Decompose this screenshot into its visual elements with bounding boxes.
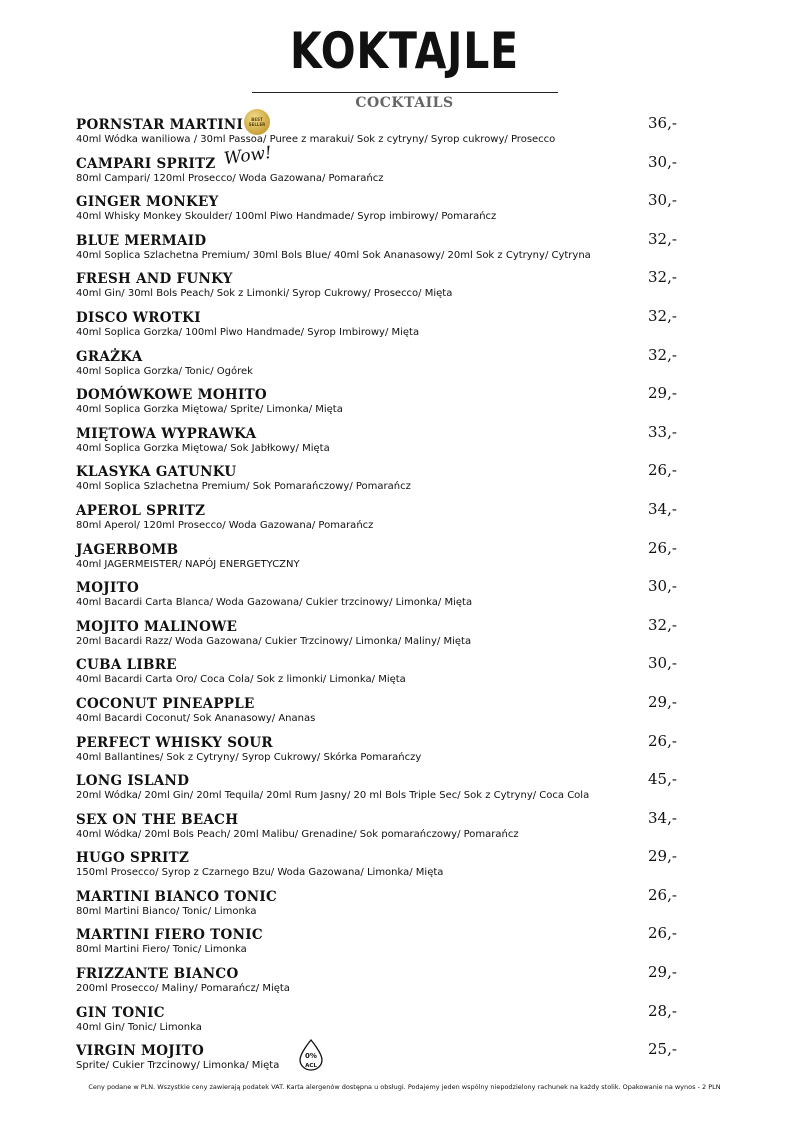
item-price: 30,- — [648, 152, 677, 171]
cocktail-list — [76, 113, 716, 1078]
menu-item — [76, 267, 716, 306]
menu-item — [76, 576, 716, 615]
item-name: APEROL SPRITZ — [76, 502, 206, 519]
item-description: 80ml Aperol/ 120ml Prosecco/ Woda Gazowana/ Pomarańcz — [76, 519, 374, 531]
item-description: 20ml Wódka/ 20ml Gin/ 20ml Tequila/ 20ml Rum Jasny/ 20 ml Bols Triple Sec/ Sok z Cytryny/ Coca Cola — [76, 790, 590, 802]
item-description: Sprite/ Cukier Trzcinowy/ Limonka/ Mięta — [76, 1060, 280, 1072]
item-name: MARTINI FIERO TONIC — [76, 927, 263, 944]
item-price: 29,- — [648, 847, 677, 866]
item-name: MOJITO — [76, 580, 140, 597]
item-description: 150ml Prosecco/ Syrop z Czarnego Bzu/ Woda Gazowana/ Limonka/ Mięta — [76, 867, 444, 879]
item-description: 40ml Soplica Szlachetna Premium/ Sok Pomarańczowy/ Pomarańcz — [76, 481, 411, 493]
menu-item — [76, 731, 716, 770]
menu-item — [76, 499, 716, 538]
item-price: 33,- — [648, 422, 677, 441]
item-price: 34,- — [648, 499, 677, 518]
item-price: 32,- — [648, 615, 677, 634]
item-description: 40ml Ballantines/ Sok z Cytryny/ Syrop Cukrowy/ Skórka Pomarańczy — [76, 751, 422, 763]
item-description: 40ml Gin/ Tonic/ Limonka — [76, 1021, 202, 1033]
item-description: 40ml Bacardi Carta Blanca/ Woda Gazowana/ Cukier trzcinowy/ Limonka/ Mięta — [76, 597, 473, 609]
item-name: BLUE MERMAID — [76, 232, 207, 249]
item-price: 29,- — [648, 384, 677, 403]
item-price: 32,- — [648, 229, 677, 248]
item-name: FRIZZANTE BIANCO — [76, 966, 239, 983]
menu-item — [76, 113, 716, 152]
item-description: 40ml Soplica Gorzka/ 100ml Piwo Handmade/ Syrop Imbirowy/ Mięta — [76, 326, 420, 338]
item-price: 29,- — [648, 963, 677, 982]
item-name: GINGER MONKEY — [76, 194, 219, 211]
item-name: CUBA LIBRE — [76, 657, 177, 674]
svg-text:0%: 0% — [305, 1052, 317, 1061]
menu-item — [76, 962, 716, 1001]
menu-item — [76, 460, 716, 499]
item-price: 26,- — [648, 885, 677, 904]
item-price: 30,- — [648, 654, 677, 673]
item-name: MIĘTOWA WYPRAWKA — [76, 425, 257, 442]
item-description: 40ml Wódka/ 20ml Bols Peach/ 20ml Malibu/ Grenadine/ Sok pomarańczowy/ Pomarańcz — [76, 828, 519, 840]
menu-item — [76, 808, 716, 847]
item-name: DISCO WROTKI — [76, 309, 201, 326]
menu-item — [76, 538, 716, 577]
menu-item — [76, 383, 716, 422]
item-name: DOMÓWKOWE MOHITO — [76, 387, 267, 404]
item-description: 80ml Campari/ 120ml Prosecco/ Woda Gazowana/ Pomarańcz — [76, 172, 384, 184]
item-price: 26,- — [648, 924, 677, 943]
item-price: 30,- — [648, 191, 677, 210]
menu-item — [76, 653, 716, 692]
menu-item — [76, 142, 716, 191]
menu-item — [76, 229, 716, 268]
wow-sticker: Wow! — [222, 142, 274, 169]
menu-item — [76, 1039, 716, 1078]
brand-title: KOKTAJLE — [289, 22, 520, 80]
item-name: MOJITO MALINOWE — [76, 618, 238, 635]
item-description: 200ml Prosecco/ Maliny/ Pomarańcz/ Mięta — [76, 983, 290, 995]
menu-item — [76, 692, 716, 731]
best-seller-badge-icon: BEST SELLER — [244, 109, 270, 135]
item-name: MARTINI BIANCO TONIC — [76, 888, 278, 905]
item-price: 26,- — [648, 538, 677, 557]
item-description: 80ml Martini Bianco/ Tonic/ Limonka — [76, 905, 257, 917]
menu-item — [76, 885, 716, 924]
item-price: 25,- — [648, 1040, 677, 1059]
item-name: FRESH AND FUNKY — [76, 271, 233, 288]
menu-item — [76, 345, 716, 384]
item-name: JAGERBOMB — [76, 541, 179, 558]
menu-item — [76, 615, 716, 654]
section-subtitle: COCKTAILS — [355, 95, 454, 111]
item-description: 80ml Martini Fiero/ Tonic/ Limonka — [76, 944, 247, 956]
item-price: 45,- — [648, 770, 677, 789]
item-description: 40ml Bacardi Carta Oro/ Coca Cola/ Sok z limonki/ Limonka/ Mięta — [76, 674, 406, 686]
item-name: GRAŻKA — [76, 348, 143, 365]
item-price: 28,- — [648, 1001, 677, 1020]
item-price: 29,- — [648, 692, 677, 711]
menu-item — [76, 190, 716, 229]
item-name: PORNSTAR MARTINI — [76, 117, 244, 133]
menu-item — [76, 1001, 716, 1040]
item-name: KLASYKA GATUNKU — [76, 464, 237, 481]
item-description: 40ml Soplica Gorzka/ Tonic/ Ogórek — [76, 365, 253, 377]
menu-item — [76, 422, 716, 461]
menu-item — [76, 306, 716, 345]
menu-item — [76, 923, 716, 962]
svg-text:ACL: ACL — [305, 1063, 317, 1070]
menu-item — [76, 769, 716, 808]
item-name: COCONUT PINEAPPLE — [76, 695, 255, 712]
item-name: LONG ISLAND — [76, 773, 190, 790]
item-price: 34,- — [648, 808, 677, 827]
item-price: 36,- — [648, 114, 677, 132]
item-price: 32,- — [648, 268, 677, 287]
item-description: 40ml Wódka waniliowa / 30ml Passoa/ Puree z marakui/ Sok z cytryny/ Syrop cukrowy/ Prosecco — [76, 134, 556, 145]
item-name: HUGO SPRITZ — [76, 850, 190, 867]
item-description: 40ml Soplica Szlachetna Premium/ 30ml Bols Blue/ 40ml Sok Ananasowy/ 20ml Sok z Cytryny/ Cytryna — [76, 249, 591, 261]
item-price: 30,- — [648, 577, 677, 596]
item-description: 40ml Whisky Monkey Skoulder/ 100ml Piwo Handmade/ Syrop imbirowy/ Pomarańcz — [76, 211, 497, 223]
header-divider — [252, 92, 558, 93]
item-price: 32,- — [648, 345, 677, 364]
item-description: 40ml Bacardi Coconut/ Sok Ananasowy/ Ananas — [76, 712, 316, 724]
item-description: 40ml Soplica Gorzka Miętowa/ Sok Jabłkowy/ Mięta — [76, 442, 330, 454]
menu-item — [76, 846, 716, 885]
item-name: CAMPARI SPRITZ — [76, 155, 216, 172]
item-name: VIRGIN MOJITO — [76, 1043, 205, 1060]
item-price: 32,- — [648, 306, 677, 325]
item-price: 26,- — [648, 731, 677, 750]
item-name: PERFECT WHISKY SOUR — [76, 734, 273, 751]
item-description: 20ml Bacardi Razz/ Woda Gazowana/ Cukier Trzcinowy/ Limonka/ Maliny/ Mięta — [76, 635, 472, 647]
item-description: 40ml Gin/ 30ml Bols Peach/ Sok z Limonki/ Syrop Cukrowy/ Prosecco/ Mięta — [76, 288, 453, 300]
footer-note: Ceny podane w PLN. Wszystkie ceny zawierają podatek VAT. Karta alergenów dostępna u obsługi. Podajemy jeden wspólny niepodzielony rachunek na każdy stolik. Opakowanie na wynos - 2 PLN — [88, 1083, 721, 1091]
item-name: SEX ON THE BEACH — [76, 811, 239, 828]
item-name: GIN TONIC — [76, 1004, 165, 1021]
item-description: 40ml JAGERMEISTER/ NAPÓJ ENERGETYCZNY — [76, 558, 300, 570]
zero-alcohol-icon — [298, 1039, 324, 1071]
item-price: 26,- — [648, 461, 677, 480]
item-description: 40ml Soplica Gorzka Miętowa/ Sprite/ Limonka/ Mięta — [76, 404, 343, 416]
